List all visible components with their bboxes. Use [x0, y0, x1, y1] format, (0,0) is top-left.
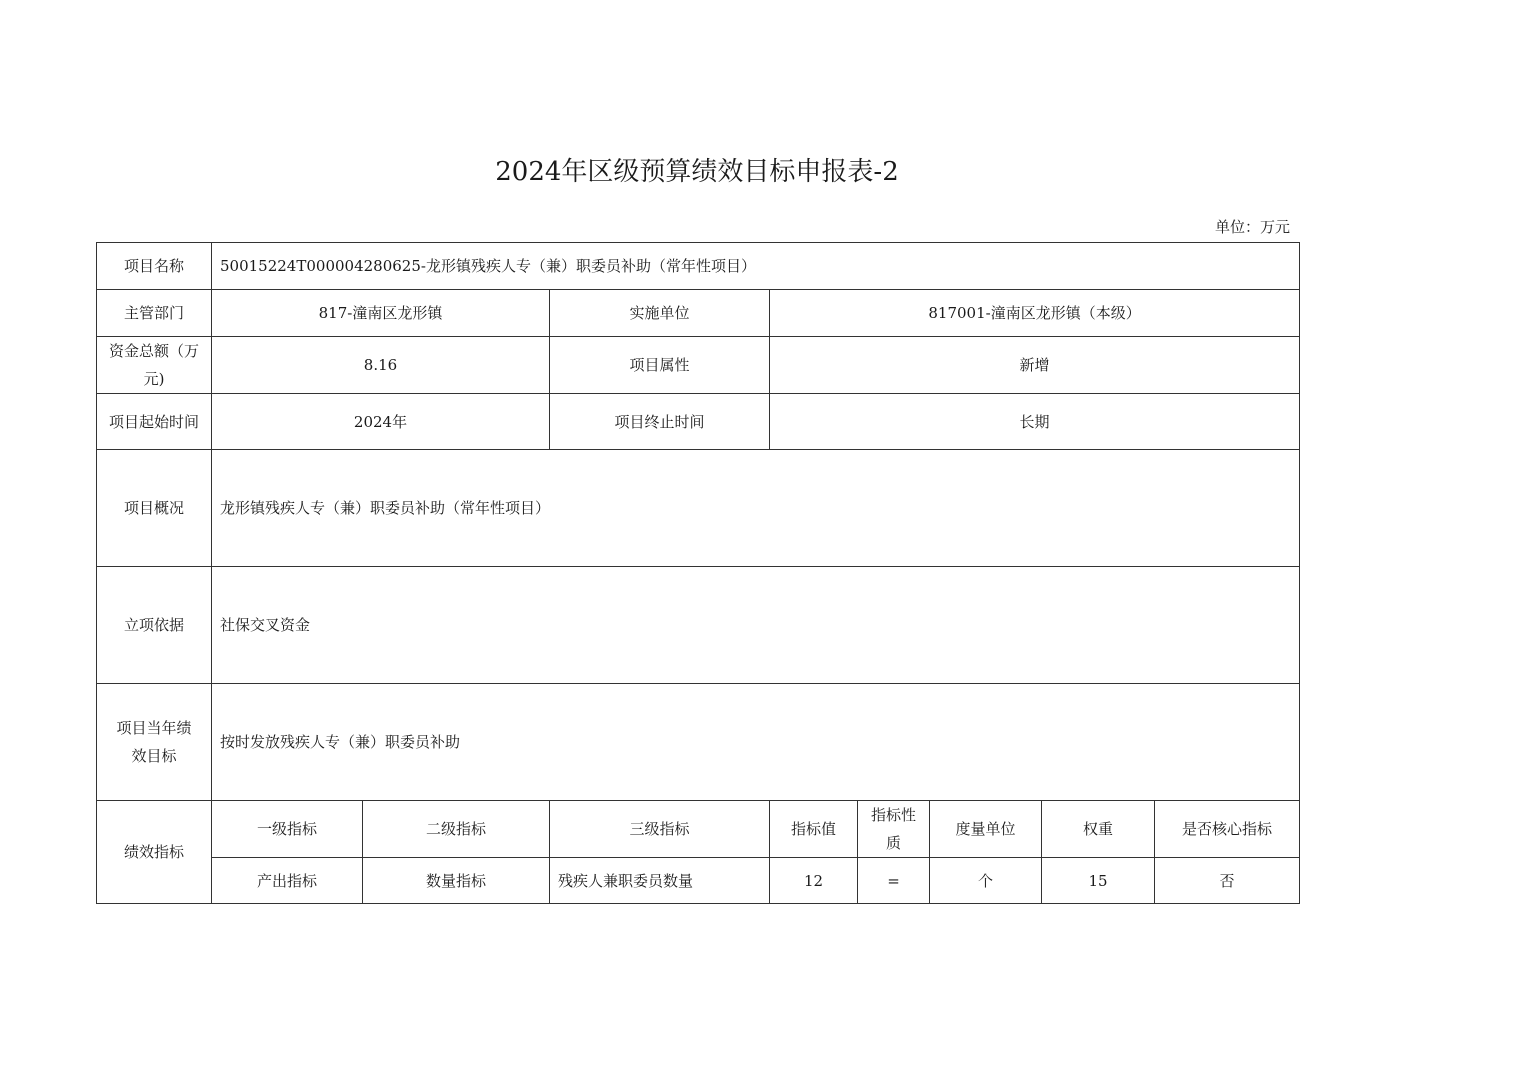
indicator-header: 度量单位 [930, 801, 1042, 858]
row-basis [97, 567, 1300, 684]
start-time-label: 项目起始时间 [97, 394, 212, 450]
funds-value: 8.16 [212, 337, 550, 394]
indicator-cell: 个 [930, 858, 1042, 904]
budget-target-form [96, 242, 1300, 904]
start-time-value: 2024年 [212, 394, 550, 450]
indicator-header: 指标值 [770, 801, 858, 858]
row-funds [97, 337, 1300, 394]
impl-unit-label: 实施单位 [550, 290, 770, 337]
indicator-cell: 否 [1155, 858, 1300, 904]
goal-value: 按时发放残疾人专（兼）职委员补助 [212, 684, 1300, 801]
indicator-header: 权重 [1042, 801, 1155, 858]
basis-label: 立项依据 [97, 567, 212, 684]
indicator-header: 三级指标 [550, 801, 770, 858]
indicator-cell: 残疾人兼职委员数量 [550, 858, 770, 904]
indicator-cell: 12 [770, 858, 858, 904]
goal-label: 项目当年绩效目标 [97, 684, 212, 801]
overview-value: 龙形镇残疾人专（兼）职委员补助（常年性项目） [212, 450, 1300, 567]
indicators-label: 绩效指标 [97, 801, 212, 904]
indicator-cell: = [858, 858, 930, 904]
indicator-row [97, 858, 1300, 904]
indicator-header: 指标性质 [858, 801, 930, 858]
row-project-name [97, 243, 1300, 290]
project-attr-value: 新增 [770, 337, 1300, 394]
row-overview [97, 450, 1300, 567]
row-department [97, 290, 1300, 337]
indicator-cell: 产出指标 [212, 858, 363, 904]
basis-value: 社保交叉资金 [212, 567, 1300, 684]
end-time-label: 项目终止时间 [550, 394, 770, 450]
department-value: 817-潼南区龙形镇 [212, 290, 550, 337]
project-attr-label: 项目属性 [550, 337, 770, 394]
overview-label: 项目概况 [97, 450, 212, 567]
funds-label: 资金总额（万元) [97, 337, 212, 394]
indicator-cell: 数量指标 [363, 858, 550, 904]
row-time [97, 394, 1300, 450]
indicator-header: 一级指标 [212, 801, 363, 858]
unit-label: 单位：万元 [1214, 218, 1290, 236]
project-name-label: 项目名称 [97, 243, 212, 290]
end-time-value: 长期 [770, 394, 1300, 450]
indicator-cell: 15 [1042, 858, 1155, 904]
impl-unit-value: 817001-潼南区龙形镇（本级） [770, 290, 1300, 337]
indicator-header: 二级指标 [363, 801, 550, 858]
row-goal [97, 684, 1300, 801]
page-title: 2024年区级预算绩效目标申报表-2 [495, 157, 899, 187]
project-name-value: 50015224T000004280625-龙形镇残疾人专（兼）职委员补助（常年性项目） [212, 243, 1300, 290]
indicator-header-row [97, 801, 1300, 858]
indicator-header: 是否核心指标 [1155, 801, 1300, 858]
department-label: 主管部门 [97, 290, 212, 337]
